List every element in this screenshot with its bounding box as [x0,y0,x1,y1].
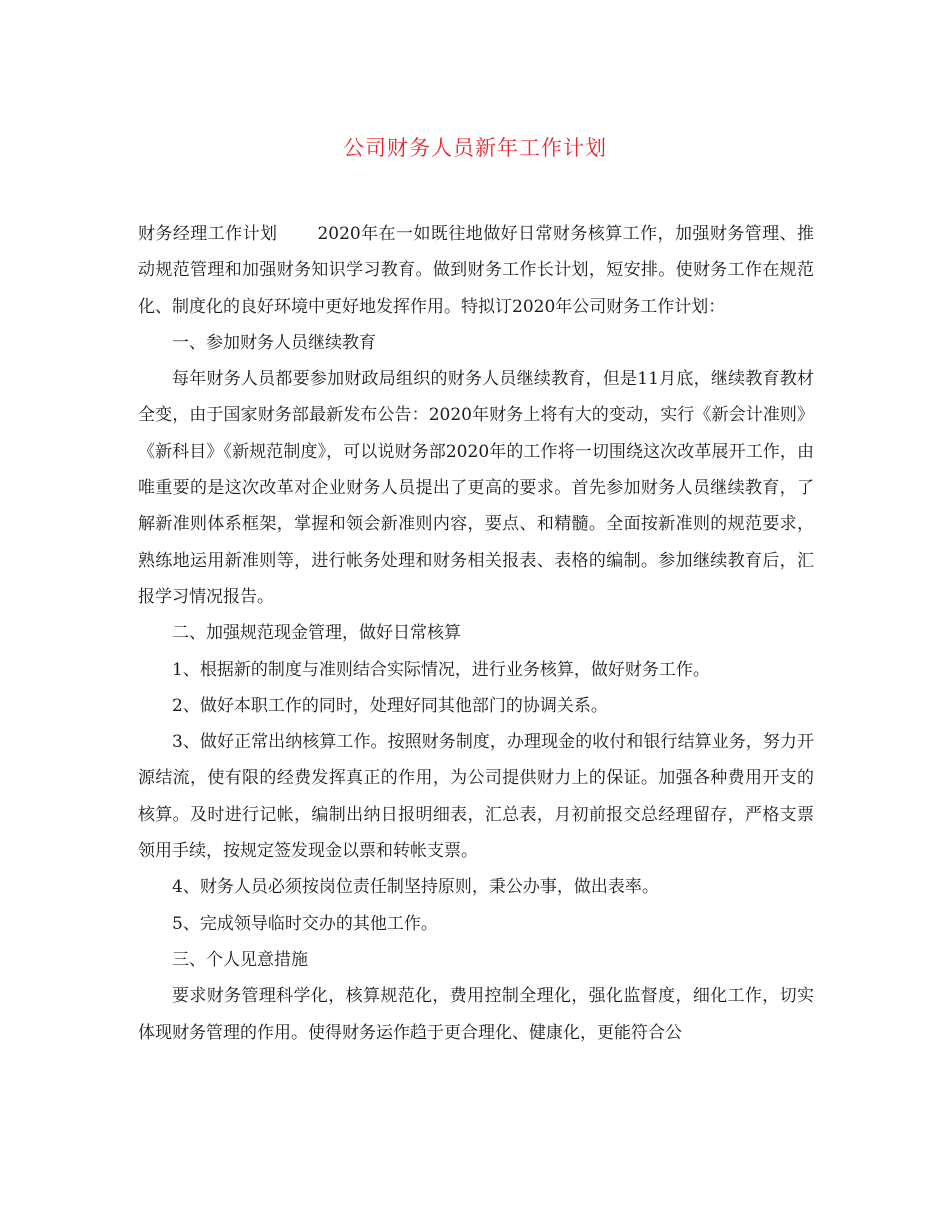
paragraph-measures: 要求财务管理科学化，核算规范化，费用控制全理化，强化监督度，细化工作，切实体现财务管理的作用。使得财务运作趋于更合理化、健康化，更能符合公 [138,986,814,1043]
list-item-5: 5、完成领导临时交办的其他工作。 [172,913,438,934]
list-item-4: 4、财务人员必须按岗位责任制坚持原则，秉公办事，做出表率。 [172,877,659,898]
paragraph-continuing-education: 每年财务人员都要参加财政局组织的财务人员继续教育，但是11月底，继续教育教材全变，由于国家财务部最新发布公告：2020年财务上将有大的变动，实行《新会计准则》《新科目》《新规范制度》，可以说财务部2020年的工作将一切围绕这次改革展开工作，由唯重要的是这次改革对企业财务人员提出了更高的要求。首先参加财务人员继续教育，了解新准则体系框架，掌握和领会新准则内容，要点、和精髓。全面按新准则的规范要求，熟练地运用新准则等，进行帐务处理和财务相关报表、表格的编制。参加继续教育后，汇报学习情况报告。 [138,369,814,607]
intro-paragraph [138,216,814,325]
section-heading-3: 三、个人见意措施 [172,949,308,970]
intro-text: 2020年在一如既往地做好日常财务核算工作，加强财务管理、推动规范管理和加强财务知识学习教育。做到财务工作长计划，短安排。使财务工作在规范化、制度化的良好环境中更好地发挥作用。特拟订2020年公司财务工作计划： [138,224,814,317]
list-item-2: 2、做好本职工作的同时，处理好同其他部门的协调关系。 [172,695,608,716]
list-item-1: 1、根据新的制度与准则结合实际情况，进行业务核算，做好财务工作。 [172,659,710,680]
list-item-3: 3、做好正常出纳核算工作。按照财务制度，办理现金的收付和银行结算业务，努力开源结流，使有限的经费发挥真正的作用，为公司提供财力上的保证。加强各种费用开支的核算。及时进行记帐，编制出纳日报明细表，汇总表，月初前报交总经理留存，严格支票领用手续，按规定签发现金以票和转帐支票。 [138,732,814,862]
document-body [138,216,814,1051]
section-heading-2: 二、加强规范现金管理，做好日常核算 [172,623,461,644]
section-heading-1: 一、参加财务人员继续教育 [172,332,376,353]
document-title: 公司财务人员新年工作计划 [343,136,607,160]
intro-label: 财务经理工作计划 [138,224,278,244]
